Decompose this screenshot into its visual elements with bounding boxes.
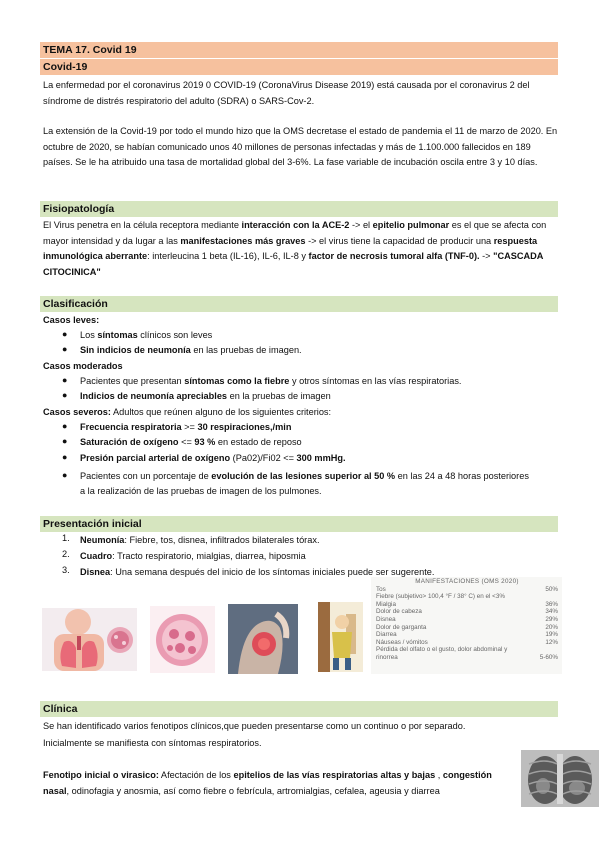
manifestaciones-row: [376, 631, 558, 639]
bullet-icon: ●: [62, 436, 68, 446]
bullet-icon: ●: [62, 470, 68, 480]
lungs-illustration: [42, 608, 137, 671]
manifestaciones-row: [376, 646, 558, 654]
fenotipo-line-2: nasal, odinofagia y anosmia, así como fiebre o febrícula, artromialgias, cefalea, ageusia y diarrea: [43, 786, 440, 796]
manifestacion-value: 36%: [545, 600, 558, 608]
manifestacion-value: 5-60%: [539, 653, 558, 661]
clinica-heading: Clínica: [40, 701, 558, 717]
severos-item-4-cont: a la realización de las pruebas de imagen de los pulmones.: [80, 486, 322, 496]
fenotipo-line-1: Fenotipo inicial o virasico: Afectación de los epitelios de las vías respiratorias altas y bajas , congestión: [43, 770, 492, 780]
bullet-icon: ●: [62, 421, 68, 431]
presentacion-item-3: Disnea: Una semana después del inicio de los síntomas iniciales puede ser sugerente.: [80, 567, 435, 577]
bullet-icon: ●: [62, 375, 68, 385]
bullet-icon: ●: [62, 452, 68, 462]
manifestacion-name: Dolor de cabeza: [376, 608, 422, 616]
manifestacion-name: Fiebre (subjetivo> 100,4 °F / 38° C) en el <3%: [376, 593, 505, 601]
casos-moderados-label: Casos moderados: [43, 361, 123, 371]
manifestaciones-table: [371, 577, 562, 674]
bullet-icon: ●: [62, 344, 68, 354]
list-number: 1.: [62, 533, 70, 543]
bullet-icon: ●: [62, 329, 68, 339]
manifestaciones-row: [376, 616, 558, 624]
severos-item-4: Pacientes con un porcentaje de evolución de las lesiones superior al 50 % en las 24 a 48 horas posteriores: [80, 471, 529, 481]
tema-heading: TEMA 17. Covid 19: [40, 42, 558, 58]
manifestacion-name: Tos: [376, 585, 386, 593]
fatigue-illustration: [318, 602, 363, 672]
manifestaciones-row: [376, 601, 558, 609]
manifestacion-value: 29%: [545, 615, 558, 623]
manifestaciones-row: [376, 593, 558, 601]
manifestaciones-row: [376, 608, 558, 616]
severos-item-1: Frecuencia respiratoria >= 30 respiraciones,/min: [80, 422, 292, 432]
severos-item-2: Saturación de oxígeno <= 93 % en estado de reposo: [80, 437, 302, 447]
manifestacion-name: Pérdida del olfato o el gusto, dolor abdominal y: [376, 646, 508, 654]
knee-pain-illustration: [228, 604, 298, 674]
bullet-icon: ●: [62, 390, 68, 400]
presentacion-item-2: Cuadro: Tracto respiratorio, mialgias, diarrea, hiposmia: [80, 551, 306, 561]
manifestacion-name: Dolor de garganta: [376, 623, 427, 631]
manifestacion-name: Mialgia: [376, 600, 396, 608]
clinica-paragraph-2: Inicialmente se manifiesta con síntomas respiratorios.: [43, 738, 262, 748]
fisiopatologia-paragraph: El Virus penetra en la célula receptora mediante interacción con la ACE-2 -> el epitelio pulmonar es el que se afecta con mayor intensidad y da lugar a las manifestaciones más graves -> el virus tiene la capacidad de producir una respuesta inmunológica aberrante: interleucina 1 beta (IL-16), IL-6, IL-8 y factor de necrosis tumoral alfa (TNF-0). -> "CASCADA CITOCINICA": [43, 220, 547, 277]
leves-item-2: Sin indicios de neumonía en las pruebas de imagen.: [80, 345, 302, 355]
manifestaciones-title: MANIFESTACIONES (OMS 2020): [415, 578, 519, 585]
intro-paragraph-1: La enfermedad por el coronavirus 2019 0 COVID-19 (CoronaVirus Disease 2019) está causada por el coronavirus 2 del síndrome de distrés respiratorio del adulto (SDRA) o SARS-Cov-2.: [43, 80, 530, 106]
manifestacion-value: 50%: [545, 585, 558, 593]
list-number: 3.: [62, 565, 70, 575]
manifestacion-value: 34%: [545, 608, 558, 616]
clasificacion-heading: Clasificación: [40, 296, 558, 312]
manifestaciones-row: [376, 624, 558, 632]
clinica-paragraph-1: Se han identificado varios fenotipos clínicos,que pueden presentarse como un continuo o por separado.: [43, 721, 466, 731]
presentacion-heading: Presentación inicial: [40, 516, 558, 532]
fatigue-illustration-letters: [311, 612, 321, 642]
virus-illustration: [150, 606, 215, 673]
chest-xray-image: [521, 750, 599, 807]
manifestaciones-row: [376, 639, 558, 647]
manifestaciones-rows: [376, 586, 558, 662]
presentacion-item-1: Neumonía: Fiebre, tos, disnea, infiltrados bilaterales tórax.: [80, 535, 320, 545]
casos-severos-line: Casos severos: Adultos que reúnen alguno de los siguientes criterios:: [43, 407, 332, 417]
intro-paragraph-2: La extensión de la Covid-19 por todo el mundo hizo que la OMS decretase el estado de pandemia el 11 de marzo de 2020. En octubre de 2020, se habían comunicado unos 40 millones de personas infectadas y más de 1.100.000 fallecidos en 189 países. Se le ha atribuido una tasa de mortalidad global del 3-6%. La fase variable de incubación oscila entre 3 y 10 días.: [43, 126, 558, 167]
manifestacion-name: Diarrea: [376, 631, 397, 639]
manifestacion-name: Disnea: [376, 615, 396, 623]
manifestacion-name: Náuseas / vómitos: [376, 638, 428, 646]
list-number: 2.: [62, 549, 70, 559]
moderados-item-2: Indicios de neumonía apreciables en la pruebas de imagen: [80, 391, 331, 401]
casos-leves-label: Casos leves:: [43, 315, 100, 325]
manifestaciones-row: [376, 654, 558, 662]
covid-subtitle: Covid-19: [40, 59, 558, 75]
leves-item-1: Los síntomas clínicos son leves: [80, 330, 213, 340]
manifestacion-value: 20%: [545, 623, 558, 631]
manifestacion-value: 19%: [545, 631, 558, 639]
moderados-item-1: Pacientes que presentan síntomas como la fiebre y otros síntomas en las vías respiratorias.: [80, 376, 462, 386]
manifestacion-name: rinorrea: [376, 653, 398, 661]
fisiopatologia-heading: Fisiopatología: [40, 201, 558, 217]
severos-item-3: Presión parcial arterial de oxígeno (Pa02)/Fi02 <= 300 mmHg.: [80, 453, 346, 463]
manifestacion-value: 12%: [545, 638, 558, 646]
